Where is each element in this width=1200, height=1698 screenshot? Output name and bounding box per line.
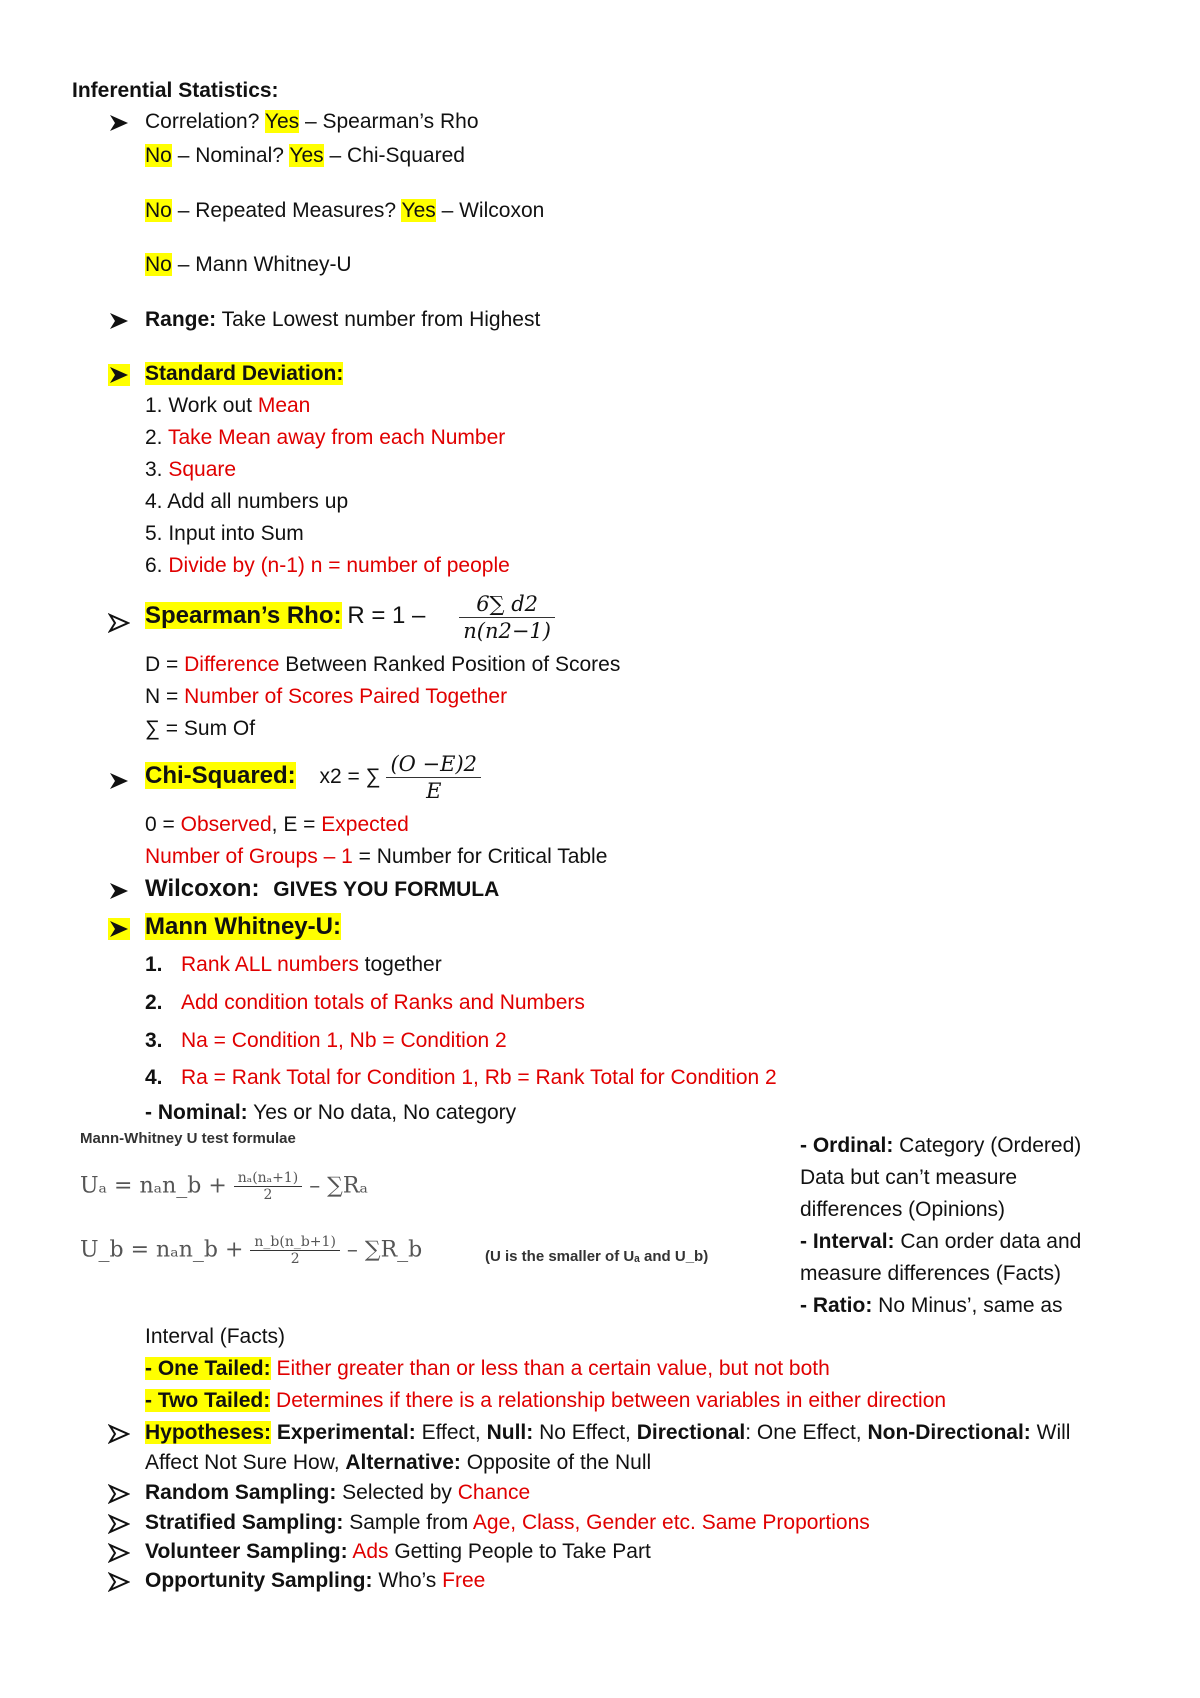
- sd-step-3: [145, 457, 236, 483]
- decision-text: – Wilcoxon: [441, 199, 545, 222]
- range-label: Range:: [145, 308, 217, 331]
- step-number: 2.: [145, 991, 163, 1014]
- random-sampling-label: Random Sampling:: [145, 1481, 337, 1504]
- sd-step-4: 4. Add all numbers up: [145, 490, 349, 513]
- one-tailed-text: Either greater than or less than a certain value, but not both: [270, 1357, 830, 1380]
- chi-numerator: (O −E)2: [390, 751, 478, 776]
- stratified-sampling-label: Stratified Sampling:: [145, 1511, 344, 1534]
- formula-image-note: (U is the smaller of Uₐ and U_b): [485, 1248, 709, 1265]
- opportunity-sampling-label: Opportunity Sampling:: [145, 1569, 373, 1592]
- arrow-bullet-icon: [108, 310, 130, 332]
- spearman-label: Spearman’s Rho:: [145, 602, 342, 629]
- mann-step-2: [145, 990, 585, 1016]
- ua-fraction: [234, 1170, 302, 1203]
- range-line: [145, 307, 540, 333]
- mann-label: Mann Whitney-U:: [145, 913, 341, 940]
- ua-formula: [80, 1170, 368, 1203]
- arrow-bullet-icon: [108, 880, 130, 902]
- ua-tail: – ∑Rₐ: [309, 1173, 368, 1199]
- alternative-text: Opposite of the Null: [460, 1451, 652, 1474]
- experimental-label: Experimental:: [271, 1421, 416, 1444]
- ub-numerator: n_b(n_b+1): [254, 1234, 336, 1250]
- no-highlight: No: [145, 253, 172, 276]
- step-red-text: Mean: [257, 394, 311, 417]
- yes-highlight: Yes: [264, 110, 300, 133]
- decision-text: – Nominal?: [177, 144, 284, 167]
- ub-lhs: U_b = nₐn_b +: [80, 1237, 244, 1263]
- ua-numerator: nₐ(nₐ+1): [237, 1170, 299, 1186]
- spearman-denominator: n(n2−1): [459, 617, 555, 644]
- stratified-sampling-red: Age, Class, Gender etc. Same Proportions: [472, 1511, 870, 1534]
- ordinal-line-3: differences (Opinions): [800, 1198, 1006, 1221]
- ordinal-label: - Ordinal:: [800, 1134, 894, 1157]
- ub-fraction: [250, 1234, 340, 1267]
- volunteer-sampling-label: Volunteer Sampling:: [145, 1540, 348, 1563]
- ratio-line-1: [800, 1290, 1081, 1322]
- arrow-bullet-icon: [108, 1513, 130, 1535]
- step-red-text: Square: [168, 458, 237, 481]
- hypotheses-line-2: [145, 1450, 651, 1476]
- spearman-numerator: 6∑ d2: [476, 591, 539, 616]
- arrow-bullet-icon: [108, 1483, 130, 1505]
- ua-lhs: Uₐ = nₐn_b +: [80, 1173, 227, 1199]
- mann-step-4: [145, 1065, 777, 1091]
- arrow-bullet-icon: [108, 1542, 130, 1564]
- volunteer-sampling-line: [145, 1539, 651, 1565]
- sd-step-2: [145, 425, 505, 451]
- spearman-sum-def: ∑ = Sum Of: [145, 717, 256, 740]
- mann-whitney-formula-image: [80, 1130, 720, 1280]
- interval-label: - Interval:: [800, 1230, 895, 1253]
- mann-step-3: [145, 1028, 507, 1054]
- random-sampling-text: Selected by: [336, 1481, 458, 1504]
- range-text: Take Lowest number from Highest: [221, 308, 541, 331]
- spearman-formula-lhs: R = 1 –: [347, 602, 426, 629]
- mann-step-1: [145, 952, 442, 978]
- null-text: No Effect,: [533, 1421, 637, 1444]
- yes-highlight: Yes: [401, 199, 436, 222]
- one-tailed-line: [145, 1356, 830, 1382]
- spearman-d-def: [145, 652, 620, 678]
- decision-line-4: [145, 252, 352, 278]
- wilcoxon-label: Wilcoxon:: [145, 875, 260, 902]
- def-text: D =: [145, 653, 185, 676]
- alternative-label: Alternative:: [345, 1451, 461, 1474]
- ratio-line-2: Interval (Facts): [145, 1325, 286, 1348]
- nominal-label: - Nominal:: [145, 1101, 248, 1124]
- volunteer-sampling-red: Ads: [347, 1540, 389, 1563]
- def-red-text: Observed: [180, 813, 272, 836]
- arrow-bullet-icon: [108, 112, 130, 134]
- ratio-label: - Ratio:: [800, 1294, 873, 1317]
- ratio-text: No Minus’, same as: [872, 1294, 1063, 1317]
- chi-o-def: [145, 812, 409, 838]
- def-red-text: Number of Scores Paired Together: [184, 685, 508, 708]
- step-red-text: Add condition totals of Ranks and Numbers: [181, 991, 585, 1014]
- step-number: 3.: [145, 1029, 163, 1052]
- arrow-bullet-icon: [108, 918, 130, 940]
- arrow-bullet-icon: [108, 364, 130, 386]
- ua-denominator: 2: [234, 1186, 302, 1203]
- directional-label: Directional: [636, 1421, 746, 1444]
- arrow-bullet-icon: [108, 770, 130, 792]
- sd-step-5: 5. Input into Sum: [145, 522, 304, 545]
- chi-formula-lhs: x2 = ∑: [319, 765, 381, 788]
- opportunity-sampling-line: [145, 1568, 485, 1594]
- wilcoxon-text: GIVES YOU FORMULA: [273, 878, 500, 901]
- decision-line-1: [145, 109, 479, 135]
- ub-formula: [80, 1234, 422, 1267]
- def-text: , E =: [271, 813, 322, 836]
- one-tailed-label: - One Tailed:: [145, 1357, 271, 1380]
- hypotheses-line-1: [145, 1420, 1070, 1446]
- ordinal-line-2: Data but can’t measure: [800, 1166, 1018, 1189]
- volunteer-sampling-text: Getting People to Take Part: [388, 1540, 651, 1563]
- non-directional-text: Will: [1030, 1421, 1071, 1444]
- step-red-text: Divide by (n-1) n = number of people: [168, 554, 510, 577]
- nominal-text: Yes or No data, No category: [247, 1101, 517, 1124]
- decision-line-3: [145, 198, 544, 224]
- chi-groups-def: [145, 844, 607, 870]
- spearman-n-def: [145, 684, 507, 710]
- sd-step-1: [145, 393, 310, 419]
- arrow-bullet-icon: [108, 1423, 130, 1445]
- step-red-text: Take Mean away from each Number: [167, 426, 506, 449]
- null-label: Null:: [486, 1421, 534, 1444]
- chi-denominator: E: [386, 777, 481, 804]
- interval-line-1: [800, 1226, 1081, 1258]
- page-title: Inferential Statistics:: [72, 79, 279, 102]
- chi-line: [145, 748, 481, 805]
- mann-heading: [145, 914, 341, 941]
- directional-text: : One Effect,: [745, 1421, 868, 1444]
- ub-tail: – ∑R_b: [346, 1237, 423, 1263]
- nominal-line: [145, 1100, 516, 1126]
- two-tailed-label: - Two Tailed:: [145, 1389, 271, 1412]
- step-number: 1.: [145, 953, 163, 976]
- wilcoxon-line: [145, 876, 499, 903]
- spearman-line: [145, 588, 555, 645]
- step-text: 2.: [145, 426, 168, 449]
- no-highlight: No: [145, 144, 172, 167]
- hypotheses-text: Affect Not Sure How,: [145, 1451, 346, 1474]
- random-sampling-red: Chance: [457, 1481, 531, 1504]
- arrow-bullet-icon: [108, 1571, 130, 1593]
- two-tailed-text: Determines if there is a relationship between variables in either direction: [270, 1389, 947, 1412]
- experimental-text: Effect,: [415, 1421, 487, 1444]
- step-red-text: Na = Condition 1, Nb = Condition 2: [181, 1029, 507, 1052]
- step-red-text: Ra = Rank Total for Condition 1, Rb = Rank Total for Condition 2: [181, 1066, 777, 1089]
- def-text: = Number for Critical Table: [352, 845, 608, 868]
- def-red-text: Number of Groups – 1: [145, 845, 353, 868]
- opportunity-sampling-red: Free: [442, 1569, 486, 1592]
- sd-label: Standard Deviation:: [145, 362, 344, 385]
- decision-text: Correlation?: [145, 110, 260, 133]
- sd-step-6: [145, 553, 510, 579]
- spearman-fraction: [459, 591, 555, 644]
- step-text: 1. Work out: [145, 394, 258, 417]
- decision-text: – Chi-Squared: [329, 144, 465, 167]
- step-text: 6.: [145, 554, 169, 577]
- chi-label: Chi-Squared:: [145, 762, 296, 789]
- def-red-text: Difference: [184, 653, 280, 676]
- random-sampling-line: [145, 1480, 530, 1506]
- def-text: N =: [145, 685, 185, 708]
- step-text: together: [358, 953, 442, 976]
- stratified-sampling-line: [145, 1510, 870, 1536]
- ordinal-line-1: [800, 1130, 1081, 1162]
- ub-denominator: 2: [250, 1250, 340, 1267]
- decision-text: – Repeated Measures?: [177, 199, 397, 222]
- non-directional-label: Non-Directional:: [867, 1421, 1031, 1444]
- interval-text: Can order data and: [894, 1230, 1082, 1253]
- decision-line-2: [145, 143, 465, 169]
- decision-text: – Spearman’s Rho: [304, 110, 479, 133]
- yes-highlight: Yes: [289, 144, 324, 167]
- chi-fraction: [386, 751, 481, 804]
- arrow-bullet-icon: [108, 612, 130, 634]
- sd-heading: [145, 361, 343, 387]
- two-tailed-line: [145, 1388, 946, 1414]
- decision-text: – Mann Whitney-U: [177, 253, 352, 276]
- levels-right-column: [800, 1130, 1081, 1322]
- hypotheses-label: Hypotheses:: [145, 1421, 272, 1444]
- opportunity-sampling-text: Who’s: [372, 1569, 443, 1592]
- interval-line-2: measure differences (Facts): [800, 1262, 1062, 1285]
- stratified-sampling-text: Sample from: [343, 1511, 473, 1534]
- step-number: 4.: [145, 1066, 163, 1089]
- def-red-text: Expected: [321, 813, 409, 836]
- def-text: 0 =: [145, 813, 181, 836]
- def-text: Between Ranked Position of Scores: [279, 653, 621, 676]
- step-red-text: Rank ALL numbers: [181, 953, 359, 976]
- step-text: 3.: [145, 458, 169, 481]
- no-highlight: No: [145, 199, 172, 222]
- ordinal-text: Category (Ordered): [893, 1134, 1082, 1157]
- formula-image-title: Mann-Whitney U test formulae: [80, 1130, 296, 1147]
